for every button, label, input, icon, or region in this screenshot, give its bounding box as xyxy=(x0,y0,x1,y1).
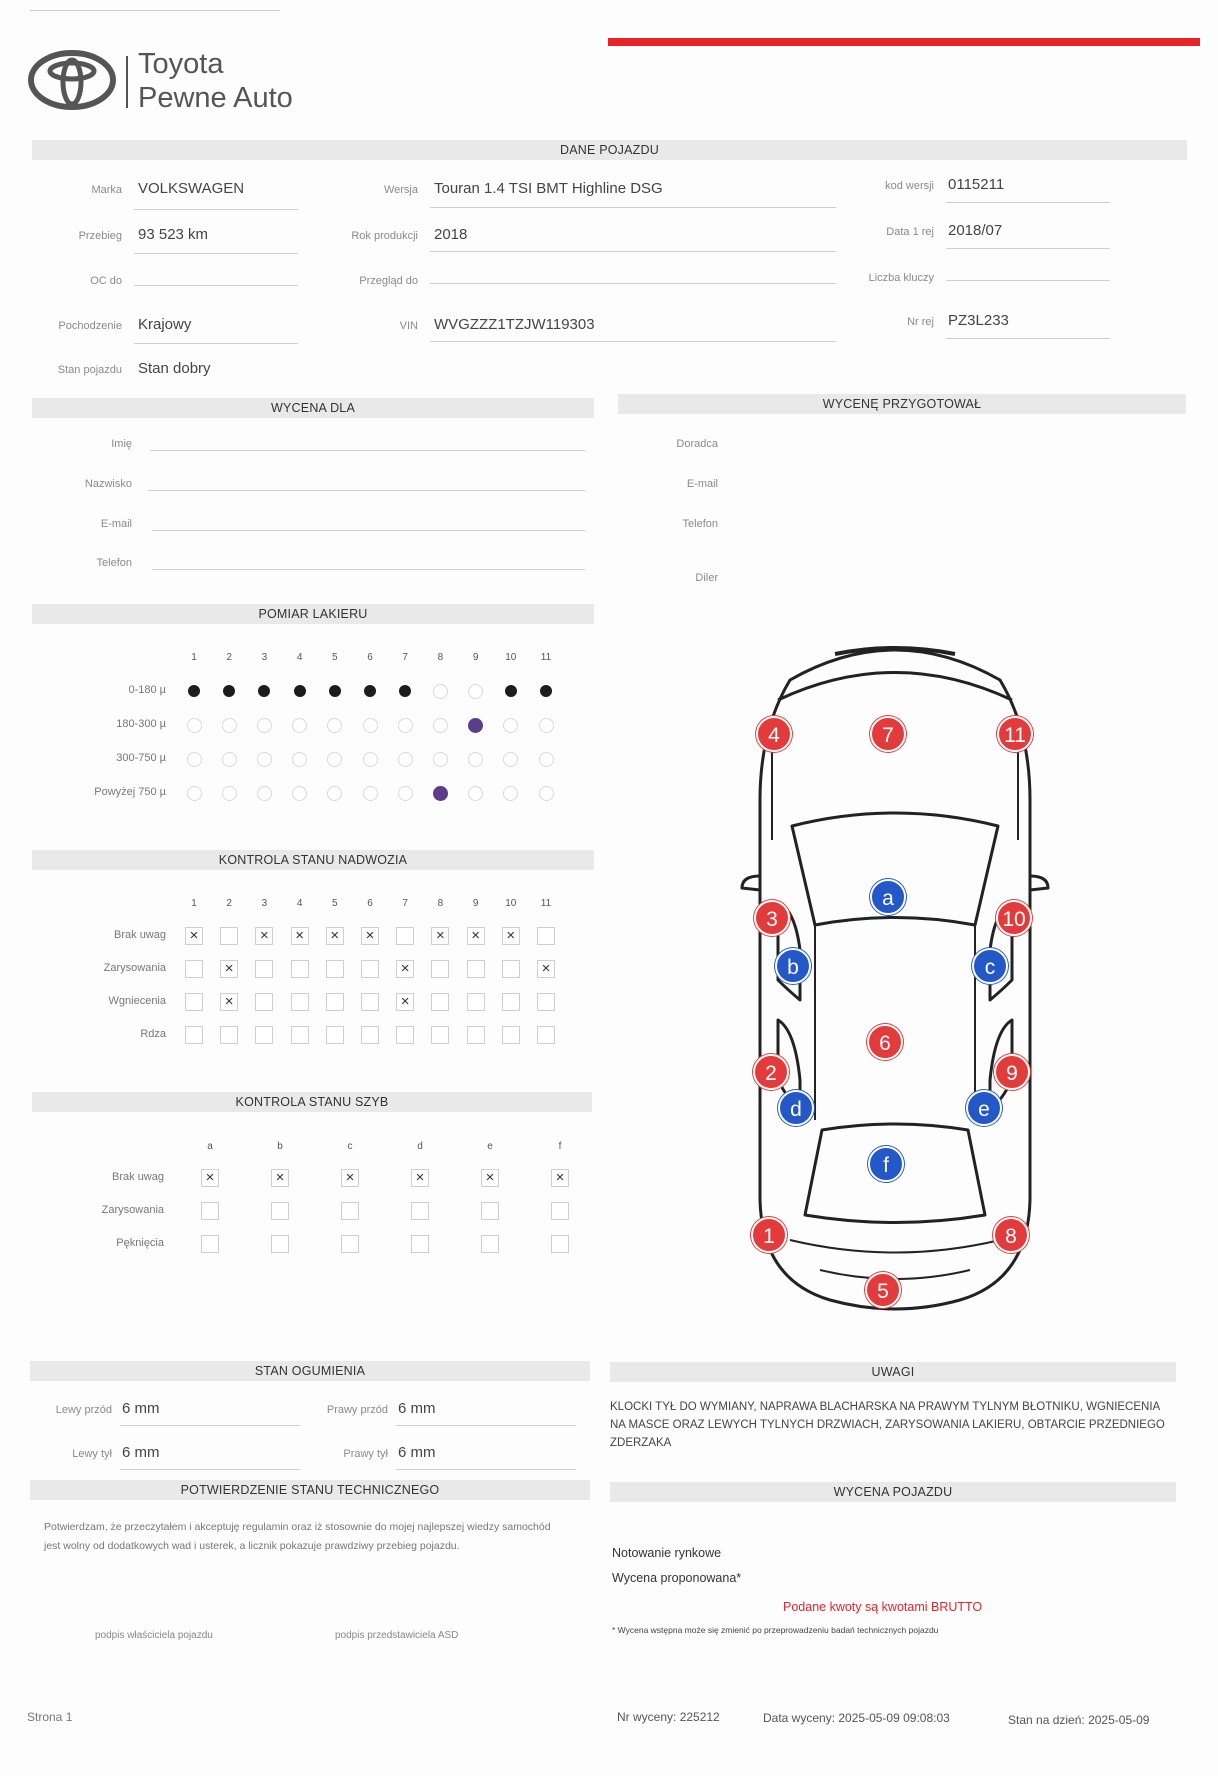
paint-reading-dot xyxy=(433,684,448,699)
paint-row-label: Powyżej 750 µ xyxy=(94,786,166,798)
label-tyre-lp: Lewy przód xyxy=(55,1404,112,1416)
paint-reading-dot xyxy=(294,685,306,697)
glass-column-letter: e xyxy=(487,1141,493,1152)
label-nrrej: Nr rej xyxy=(907,316,934,328)
body-checkbox[interactable] xyxy=(502,960,520,978)
body-checkbox[interactable]: × xyxy=(431,927,449,945)
body-checkbox[interactable] xyxy=(326,1026,344,1044)
label-advisor-telefon: Telefon xyxy=(682,518,718,530)
paint-reading-dot xyxy=(327,786,342,801)
label-marka: Marka xyxy=(91,184,122,196)
label-stan: Stan pojazdu xyxy=(57,364,122,376)
paint-column-number: 4 xyxy=(296,652,303,663)
body-checkbox[interactable]: × xyxy=(326,927,344,945)
body-checkbox[interactable] xyxy=(220,1026,238,1044)
glass-checkbox[interactable]: × xyxy=(201,1169,219,1187)
value-tyre-pt: 6 mm xyxy=(398,1444,436,1461)
glass-checkbox[interactable]: × xyxy=(271,1169,289,1187)
body-checkbox[interactable] xyxy=(291,1026,309,1044)
body-checkbox[interactable] xyxy=(396,1026,414,1044)
glass-checkbox[interactable] xyxy=(551,1202,569,1220)
paint-reading-dot xyxy=(187,718,202,733)
footer-stan-label: Stan na dzień: xyxy=(1008,1713,1085,1727)
paint-reading-dot xyxy=(364,685,376,697)
paint-reading-dot xyxy=(187,752,202,767)
paint-reading-dot xyxy=(399,685,411,697)
glass-checkbox[interactable] xyxy=(341,1202,359,1220)
paint-column-number: 1 xyxy=(191,652,197,663)
body-checkbox[interactable] xyxy=(220,927,238,945)
body-column-number: 7 xyxy=(402,898,408,909)
paint-column-number: 11 xyxy=(540,652,552,663)
label-pochodzenie: Pochodzenie xyxy=(58,320,122,332)
body-checkbox[interactable] xyxy=(361,960,379,978)
brutto-note: Podane kwoty są kwotami BRUTTO xyxy=(783,1600,983,1614)
underline xyxy=(396,1425,576,1426)
glass-checkbox[interactable] xyxy=(411,1202,429,1220)
value-wersja: Touran 1.4 TSI BMT Highline DSG xyxy=(434,180,663,197)
glass-checkbox[interactable] xyxy=(481,1202,499,1220)
section-glass: KONTROLA STANU SZYB xyxy=(32,1092,592,1112)
paint-column-number: 2 xyxy=(226,652,232,663)
paint-reading-dot xyxy=(468,684,483,699)
body-checkbox[interactable] xyxy=(431,960,449,978)
page-number: Strona 1 xyxy=(27,1710,73,1724)
panel-marker[interactable]: 6 xyxy=(867,1024,903,1060)
panel-marker[interactable]: 3 xyxy=(754,900,790,936)
paint-reading-dot xyxy=(398,786,413,801)
value-stan: Stan dobry xyxy=(138,360,211,377)
glass-column-letter: c xyxy=(347,1141,353,1152)
body-column-number: 11 xyxy=(540,898,552,909)
section-valuation-for: WYCENA DLA xyxy=(32,398,594,418)
label-client-telefon: Telefon xyxy=(96,557,132,569)
underline xyxy=(396,1469,576,1470)
body-checkbox[interactable] xyxy=(396,927,414,945)
paint-reading-dot xyxy=(329,685,341,697)
panel-marker[interactable]: 8 xyxy=(993,1217,1029,1253)
footer-nr-label: Nr wyceny: xyxy=(617,1710,677,1724)
label-przeglad: Przegląd do xyxy=(359,275,418,287)
brand-title: Toyota xyxy=(138,48,224,80)
underline xyxy=(430,207,836,208)
body-checkbox[interactable]: × xyxy=(255,927,273,945)
paint-reading-dot xyxy=(222,786,237,801)
paint-reading-dot xyxy=(258,685,270,697)
body-checkbox[interactable] xyxy=(326,960,344,978)
paint-row-label: 180-300 µ xyxy=(116,718,166,730)
paint-row-label: 0-180 µ xyxy=(128,684,166,696)
label-nazwisko: Nazwisko xyxy=(84,478,132,490)
footer-nr xyxy=(617,1710,720,1724)
glass-marker[interactable]: b xyxy=(775,948,811,984)
body-column-number: 10 xyxy=(505,898,517,909)
glass-marker[interactable]: f xyxy=(868,1146,904,1182)
paint-column-number: 3 xyxy=(261,652,268,663)
label-market-price: Notowanie rynkowe xyxy=(612,1546,722,1560)
underline xyxy=(134,343,298,344)
paint-reading-dot xyxy=(222,752,237,767)
logo-divider xyxy=(126,56,128,108)
body-checkbox[interactable] xyxy=(361,993,379,1011)
underline xyxy=(152,569,585,570)
body-checkbox[interactable] xyxy=(255,960,273,978)
paint-row-label: 300-750 µ xyxy=(116,752,166,764)
paint-reading-dot xyxy=(503,786,518,801)
paint-reading-dot xyxy=(539,786,554,801)
paint-reading-dot xyxy=(398,718,413,733)
body-checkbox[interactable] xyxy=(326,993,344,1011)
paint-reading-dot xyxy=(188,685,200,697)
paint-reading-dot xyxy=(468,786,483,801)
value-pochodzenie: Krajowy xyxy=(138,316,192,333)
glass-column-letter: d xyxy=(417,1141,423,1152)
paint-reading-dot xyxy=(292,786,307,801)
body-checkbox[interactable] xyxy=(467,1026,485,1044)
body-checkbox[interactable]: × xyxy=(220,993,238,1011)
glass-checkbox[interactable] xyxy=(341,1235,359,1253)
body-column-number: 2 xyxy=(226,898,232,909)
value-marka: VOLKSWAGEN xyxy=(138,180,245,197)
body-checkbox[interactable] xyxy=(431,1026,449,1044)
paint-reading-dot xyxy=(363,752,378,767)
panel-marker[interactable]: 9 xyxy=(994,1054,1030,1090)
paint-reading-dot xyxy=(187,786,202,801)
body-checkbox[interactable] xyxy=(502,993,520,1011)
underline xyxy=(946,338,1110,339)
paint-reading-dot xyxy=(257,786,272,801)
body-row-label: Brak uwag xyxy=(114,929,166,941)
label-data1: Data 1 rej xyxy=(886,226,934,238)
footer-stan xyxy=(1008,1713,1149,1727)
body-checkbox[interactable] xyxy=(185,1026,203,1044)
body-checkbox[interactable]: × xyxy=(467,927,485,945)
footer-date xyxy=(763,1711,950,1725)
paint-reading-dot xyxy=(257,752,272,767)
glass-column-letter: a xyxy=(207,1141,213,1152)
body-checkbox[interactable]: × xyxy=(396,960,414,978)
underline xyxy=(430,283,836,284)
glass-checkbox[interactable] xyxy=(551,1235,569,1253)
paint-reading-dot xyxy=(223,685,235,697)
body-checkbox[interactable] xyxy=(291,960,309,978)
body-column-number: 1 xyxy=(191,898,197,909)
panel-marker[interactable]: 1 xyxy=(751,1217,787,1253)
body-checkbox[interactable] xyxy=(467,960,485,978)
value-nrrej: PZ3L233 xyxy=(948,312,1009,329)
paint-reading-dot xyxy=(363,786,378,801)
paint-reading-dot xyxy=(257,718,272,733)
label-rok: Rok produkcji xyxy=(351,230,418,242)
glass-column-letter: f xyxy=(558,1141,562,1152)
label-vin: VIN xyxy=(399,320,418,332)
body-checkbox[interactable] xyxy=(291,993,309,1011)
body-checkbox[interactable] xyxy=(537,1026,555,1044)
label-klucze: Liczba kluczy xyxy=(868,272,934,284)
body-row-label: Zarysowania xyxy=(103,962,166,974)
glass-marker[interactable]: c xyxy=(972,948,1008,984)
brand-red-bar xyxy=(608,38,1200,46)
underline xyxy=(134,285,298,286)
label-tyre-pt: Prawy tył xyxy=(343,1448,388,1460)
paint-reading-dot xyxy=(222,718,237,733)
paint-reading-dot xyxy=(468,718,483,733)
label-oc: OC do xyxy=(90,275,122,287)
footer-stan-value: 2025-05-09 xyxy=(1088,1713,1150,1727)
brand-subtitle: Pewne Auto xyxy=(138,82,293,114)
body-column-number: 8 xyxy=(437,898,444,909)
underline xyxy=(148,490,585,491)
label-proposed-price: Wycena proponowana* xyxy=(612,1571,742,1585)
body-checkbox[interactable] xyxy=(185,993,203,1011)
paint-reading-dot xyxy=(327,718,342,733)
footer-date-value: 2025-05-09 09:08:03 xyxy=(838,1711,950,1725)
paint-column-number: 6 xyxy=(367,652,373,663)
body-column-number: 3 xyxy=(261,898,268,909)
label-tyre-lt: Lewy tył xyxy=(72,1448,112,1460)
body-checkbox[interactable] xyxy=(431,993,449,1011)
body-checkbox[interactable] xyxy=(361,1026,379,1044)
signature-owner: podpis właściciela pojazdu xyxy=(95,1630,213,1641)
body-checkbox[interactable] xyxy=(467,993,485,1011)
glass-checkbox[interactable]: × xyxy=(481,1169,499,1187)
glass-marker[interactable]: e xyxy=(966,1090,1002,1126)
body-checkbox[interactable] xyxy=(537,927,555,945)
confirmation-text: Potwierdzam, że przeczytałem i akceptuję regulamin oraz iż stosownie do mojej najlepszej wiedzy samochód jest wolny od dodatkowych wad i usterek, a licznik pokazuje prawdziwy przebieg pojazdu. xyxy=(44,1521,551,1552)
underline xyxy=(134,253,298,254)
paint-reading-dot xyxy=(503,718,518,733)
body-row-label: Wgniecenia xyxy=(108,995,166,1007)
section-vehicle: DANE POJAZDU xyxy=(32,140,1187,160)
value-tyre-lp: 6 mm xyxy=(122,1400,160,1417)
label-diler: Diler xyxy=(695,572,718,584)
paint-reading-dot xyxy=(398,752,413,767)
body-checkbox[interactable]: × xyxy=(502,927,520,945)
paint-reading-dot xyxy=(433,786,448,801)
section-confirmation: POTWIERDZENIE STANU TECHNICZNEGO xyxy=(30,1480,590,1500)
glass-row-label: Pęknięcia xyxy=(116,1237,164,1249)
value-tyre-lt: 6 mm xyxy=(122,1444,160,1461)
glass-checkbox[interactable]: × xyxy=(341,1169,359,1187)
body-checkbox[interactable] xyxy=(255,1026,273,1044)
label-przebieg: Przebieg xyxy=(78,230,122,242)
label-advisor-email: E-mail xyxy=(686,478,718,490)
underline xyxy=(120,1425,300,1426)
glass-checkbox[interactable]: × xyxy=(411,1169,429,1187)
paint-reading-dot xyxy=(433,718,448,733)
paint-column-number: 10 xyxy=(505,652,517,663)
panel-marker[interactable]: 2 xyxy=(753,1054,789,1090)
underline xyxy=(152,530,585,531)
panel-marker[interactable]: 10 xyxy=(996,900,1032,936)
body-row-label: Rdza xyxy=(140,1028,166,1040)
body-checkbox[interactable]: × xyxy=(396,993,414,1011)
paint-reading-dot xyxy=(468,752,483,767)
underline xyxy=(134,209,298,210)
body-checkbox[interactable] xyxy=(502,1026,520,1044)
paint-reading-dot xyxy=(505,685,517,697)
value-rok: 2018 xyxy=(434,226,468,243)
glass-checkbox[interactable] xyxy=(201,1235,219,1253)
paint-column-number: 5 xyxy=(332,652,338,663)
label-imie: Imię xyxy=(111,438,132,450)
underline xyxy=(150,450,585,451)
glass-checkbox[interactable] xyxy=(271,1235,289,1253)
panel-marker[interactable]: 11 xyxy=(997,716,1033,752)
paint-reading-dot xyxy=(433,752,448,767)
label-client-email: E-mail xyxy=(100,518,132,530)
body-checkbox[interactable]: × xyxy=(537,960,555,978)
value-tyre-pp: 6 mm xyxy=(398,1400,436,1417)
body-column-number: 5 xyxy=(332,898,338,909)
section-valuation: WYCENA POJAZDU xyxy=(610,1482,1176,1502)
body-column-number: 4 xyxy=(296,898,303,909)
value-data1: 2018/07 xyxy=(948,222,1003,239)
body-column-number: 6 xyxy=(367,898,373,909)
body-column-number: 9 xyxy=(472,898,479,909)
underline xyxy=(430,251,836,252)
footer-date-label: Data wyceny: xyxy=(763,1711,836,1725)
underline xyxy=(120,1469,300,1470)
paint-reading-dot xyxy=(540,685,552,697)
paint-reading-dot xyxy=(539,718,554,733)
glass-marker[interactable]: a xyxy=(870,879,906,915)
glass-checkbox[interactable]: × xyxy=(551,1169,569,1187)
section-body: KONTROLA STANU NADWOZIA xyxy=(32,850,594,870)
paint-reading-dot xyxy=(503,752,518,767)
valuation-disclaimer: * Wycena wstępna może się zmienić po przeprowadzeniu badań technicznych pojazdu xyxy=(612,1625,939,1635)
glass-checkbox[interactable] xyxy=(481,1235,499,1253)
paint-column-number: 9 xyxy=(472,652,479,663)
paint-reading-dot xyxy=(539,752,554,767)
glass-row-label: Brak uwag xyxy=(112,1171,164,1183)
body-checkbox[interactable]: × xyxy=(291,927,309,945)
glass-checkbox[interactable] xyxy=(411,1235,429,1253)
panel-marker[interactable]: 4 xyxy=(756,716,792,752)
panel-marker[interactable]: 5 xyxy=(865,1272,901,1308)
label-kod: kod wersji xyxy=(885,180,934,192)
body-checkbox[interactable] xyxy=(185,960,203,978)
section-prepared-by: WYCENĘ PRZYGOTOWAŁ xyxy=(618,394,1186,414)
section-tyres: STAN OGUMIENIA xyxy=(30,1361,590,1381)
paint-reading-dot xyxy=(327,752,342,767)
paint-reading-dot xyxy=(292,718,307,733)
paint-column-number: 7 xyxy=(402,652,408,663)
body-checkbox[interactable] xyxy=(537,993,555,1011)
value-przebieg: 93 523 km xyxy=(138,226,209,243)
label-wersja: Wersja xyxy=(383,184,418,196)
footer-nr-value: 225212 xyxy=(679,1710,720,1724)
body-checkbox[interactable]: × xyxy=(185,927,203,945)
paint-reading-dot xyxy=(363,718,378,733)
underline xyxy=(946,202,1110,203)
glass-checkbox[interactable] xyxy=(201,1202,219,1220)
section-notes: UWAGI xyxy=(610,1362,1176,1382)
top-rule xyxy=(30,10,280,11)
glass-column-letter: b xyxy=(277,1141,283,1152)
body-checkbox[interactable]: × xyxy=(361,927,379,945)
underline xyxy=(430,341,836,342)
underline xyxy=(946,280,1110,281)
signature-asd: podpis przedstawiciela ASD xyxy=(335,1630,459,1641)
value-vin: WVGZZZ1TZJW119303 xyxy=(434,316,595,333)
glass-checkbox[interactable] xyxy=(271,1202,289,1220)
paint-reading-dot xyxy=(292,752,307,767)
paint-column-number: 8 xyxy=(437,652,444,663)
notes-text: KLOCKI TYŁ DO WYMIANY, NAPRAWA BLACHARSKA NA PRAWYM TYLNYM BŁOTNIKU, WGNIECENIA NA MASCE ORAZ LEWYCH TYLNYCH DRZWIACH, ZARYSOWANIA LAKIERU, OBTARCIE PRZEDNIEGO ZDERZAKA xyxy=(610,1401,1165,1449)
toyota-logo-icon xyxy=(28,50,116,110)
label-tyre-pp: Prawy przód xyxy=(326,1404,388,1416)
glass-row-label: Zarysowania xyxy=(101,1204,164,1216)
label-doradca: Doradca xyxy=(676,438,718,450)
body-checkbox[interactable]: × xyxy=(220,960,238,978)
glass-marker[interactable]: d xyxy=(778,1090,814,1126)
panel-marker[interactable]: 7 xyxy=(870,716,906,752)
section-paint: POMIAR LAKIERU xyxy=(32,604,594,624)
underline xyxy=(946,248,1110,249)
value-kod: 0115211 xyxy=(948,176,1005,193)
body-checkbox[interactable] xyxy=(255,993,273,1011)
